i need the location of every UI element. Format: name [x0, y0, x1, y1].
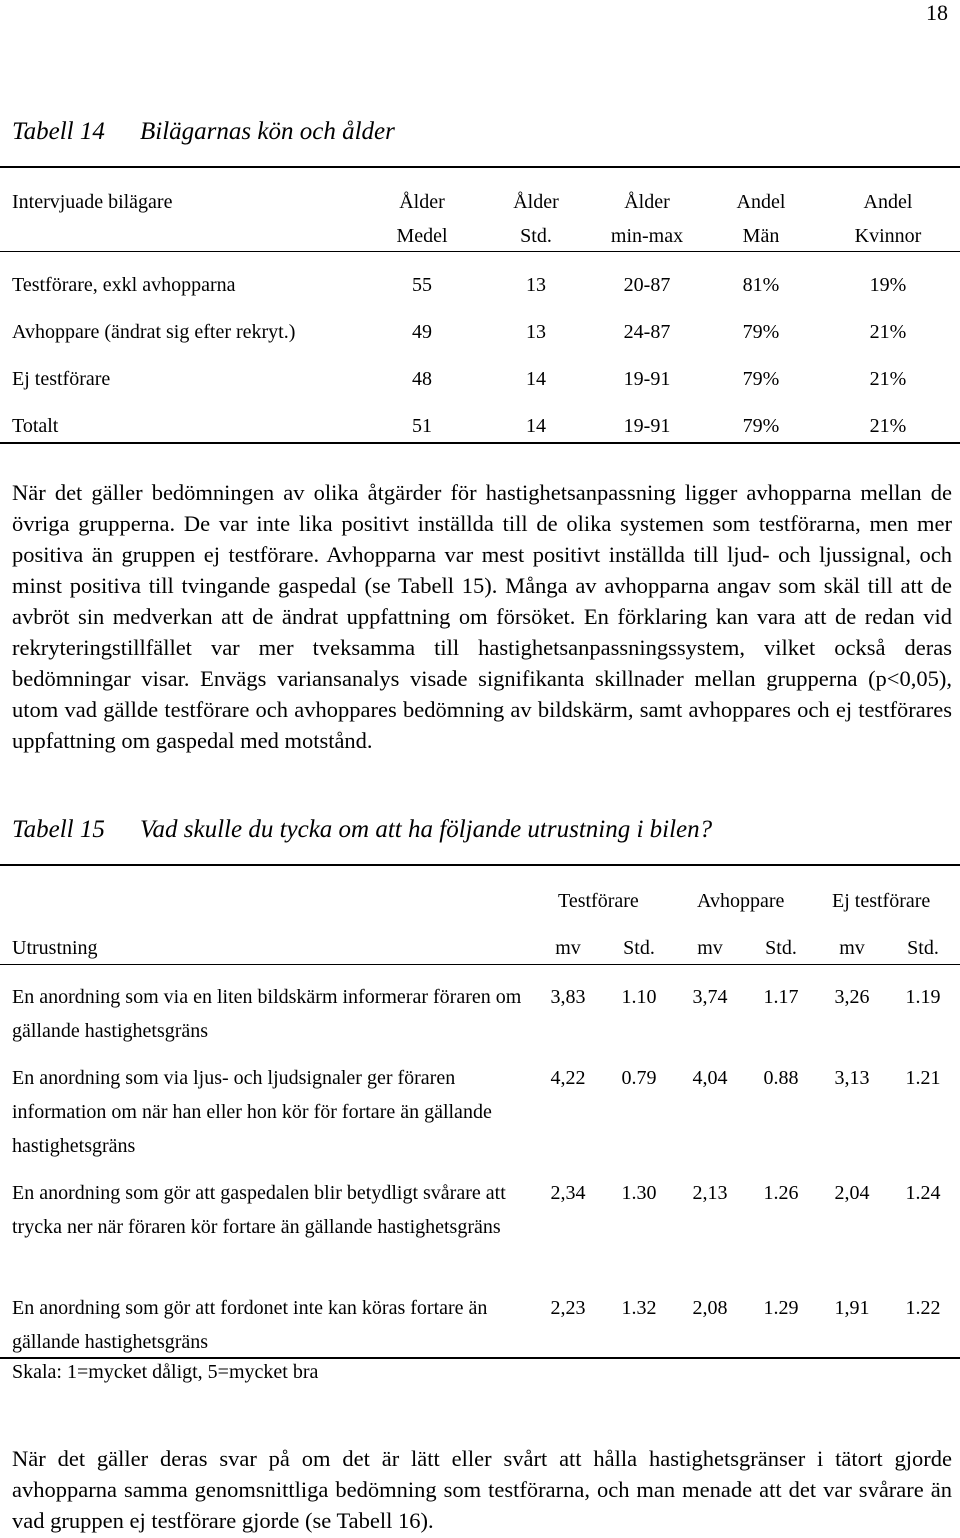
- table15-caption-label: Tabell 15: [12, 816, 105, 843]
- table15-group-testforare: Testförare: [558, 890, 639, 912]
- table15-subheader-col: mv: [839, 937, 865, 959]
- table15-cell: 2,13: [692, 1182, 728, 1204]
- table15-group-avhoppare: Avhoppare: [697, 890, 785, 912]
- table14-cell: 19-91: [623, 368, 671, 390]
- table14-col1-bottom: Medel: [396, 225, 448, 247]
- table15-cell: 2,34: [550, 1182, 586, 1204]
- table14-bottom-rule: [0, 442, 960, 444]
- table15-cell: 1.17: [763, 986, 799, 1008]
- table14-row-label: Avhoppare (ändrat sig efter rekryt.): [12, 321, 296, 343]
- table15-cell: 0.88: [763, 1067, 799, 1089]
- table14-col4-bottom: Män: [742, 225, 780, 247]
- table14-header-label: Intervjuade bilägare: [12, 191, 173, 213]
- table14-cell: 21%: [869, 368, 907, 390]
- table15-cell: 1.30: [621, 1182, 657, 1204]
- table15-cell: 2,23: [550, 1297, 586, 1319]
- table15-cell: 4,22: [550, 1067, 586, 1089]
- body-paragraph-2: [12, 1443, 952, 1536]
- table15-subheader-col: mv: [697, 937, 723, 959]
- body-paragraph-1: [12, 477, 952, 756]
- table14-col4-top: Andel: [736, 191, 786, 213]
- table15-cell: 1.26: [763, 1182, 799, 1204]
- table14-cell: 21%: [869, 415, 907, 437]
- table15-cell: 1,91: [834, 1297, 870, 1319]
- table14-cell: 79%: [742, 368, 780, 390]
- table15-cell: 1.21: [905, 1067, 941, 1089]
- table15-note: Skala: 1=mycket dåligt, 5=mycket bra: [12, 1361, 319, 1383]
- table14-cell: 21%: [869, 321, 907, 343]
- table14-cell: 79%: [742, 321, 780, 343]
- table14-cell: 49: [412, 321, 432, 343]
- table15-caption-title: Vad skulle du tycka om att ha följande utrustning i bilen?: [140, 816, 713, 843]
- table15-cell: 1.19: [905, 986, 941, 1008]
- body-paragraph-2-text: När det gäller deras svar på om det är lätt eller svårt att hålla hastighetsgränser i tätort gjorde avhopparna samma genomsnittliga bedömning som testförarna, och man menade att det var svårare än vad gruppen ej testförare gjorde (se Tabell 16).: [12, 1446, 952, 1533]
- table14-cell: 13: [526, 274, 546, 296]
- table15-cell: 3,26: [834, 986, 870, 1008]
- table14-header-rule: [0, 251, 960, 252]
- table15-cell: 4,04: [692, 1067, 728, 1089]
- table15-subheader-col: Std.: [623, 937, 655, 959]
- table14-col1-top: Ålder: [399, 191, 445, 213]
- table14-row-label: Ej testförare: [12, 368, 111, 390]
- table14-col5-bottom: Kvinnor: [854, 225, 922, 247]
- table14-cell: 20-87: [623, 274, 671, 296]
- body-paragraph-1-text: När det gäller bedömningen av olika åtgärder för hastighetsanpassning ligger avhopparna mellan de övriga grupperna. De var inte lika positivt inställda till de olika systemen som testförarna, men mer positiva än gruppen ej testförare. Avhopparna var mest positivt inställda till ljud- och ljussignal, och minst positiva till tvingande gaspedal (se Tabell 15). Många av avhopparna angav som skäl till att de avbröt sin medverkan att de ändrat uppfattning om försöket. En förklaring kan vara att de redan vid rekryteringstillfället var mer tveksamma till hastighetsanpassningssystem, vilket också deras bedömningar visar. Envägs variansanalys visade signifikanta skillnader mellan grupperna (p<0,05), utom vad gällde testförare och avhoppares bedömning av bildskärm, samt avhoppares och ej testförares uppfattning om gaspedal med motstånd.: [12, 480, 952, 753]
- table15-caption: [12, 816, 712, 844]
- table14-cell: 13: [526, 321, 546, 343]
- table15-group-ej-testforare: Ej testförare: [832, 890, 931, 912]
- table15-cell: 3,74: [692, 986, 728, 1008]
- table15-cell: 0.79: [621, 1067, 657, 1089]
- table14-cell: 14: [526, 415, 546, 437]
- table15-cell: 1.22: [905, 1297, 941, 1319]
- table15-cell: 1.24: [905, 1182, 941, 1204]
- table14-col3-top: Ålder: [624, 191, 670, 213]
- table14-cell: 24-87: [623, 321, 671, 343]
- table14-col2-bottom: Std.: [520, 225, 552, 247]
- table14-row-label: Testförare, exkl avhopparna: [12, 274, 236, 296]
- table14-cell: 19-91: [623, 415, 671, 437]
- table14-caption-title: Bilägarnas kön och ålder: [140, 118, 395, 145]
- table15-subheader-col: Std.: [907, 937, 939, 959]
- table15-subheader-col: Std.: [765, 937, 797, 959]
- table15-cell: 1.29: [763, 1297, 799, 1319]
- table15-row-label: En anordning som via ljus- och ljudsignaler ger föraren information om när han eller hon kör för fortare än gällande hastighetsgräns: [12, 1067, 492, 1157]
- table14-cell: 14: [526, 368, 546, 390]
- table15-row-label: En anordning som gör att gaspedalen blir betydligt svårare att trycka ner när föraren kör fortare än gällande hastighetsgräns: [12, 1182, 506, 1238]
- table14-cell: 81%: [742, 274, 780, 296]
- table14-cell: 55: [412, 274, 432, 296]
- table15-row-label: En anordning som gör att fordonet inte kan köras fortare än gällande hastighetsgräns: [12, 1297, 488, 1353]
- table14-col3-bottom: min-max: [610, 225, 684, 247]
- table14-cell: 79%: [742, 415, 780, 437]
- table15-cell: 3,83: [550, 986, 586, 1008]
- table15-subheader-label: Utrustning: [12, 937, 98, 959]
- table15-cell: 3,13: [834, 1067, 870, 1089]
- table15-row-label: En anordning som via en liten bildskärm informerar föraren om gällande hastighetsgräns: [12, 986, 522, 1042]
- table15-cell: 2,08: [692, 1297, 728, 1319]
- table14-cell: 48: [412, 368, 432, 390]
- table14-caption: [12, 118, 395, 146]
- table14-row-label: Totalt: [12, 415, 59, 437]
- table15-cell: 1.10: [621, 986, 657, 1008]
- table15-top-rule: [0, 864, 960, 866]
- table14-caption-label: Tabell 14: [12, 118, 105, 145]
- table15-header-rule: [0, 964, 960, 965]
- table15-subheader-col: mv: [555, 937, 581, 959]
- table14-cell: 51: [412, 415, 432, 437]
- page-number: 18: [926, 0, 948, 25]
- table14-top-rule: [0, 166, 960, 168]
- table15-cell: 2,04: [834, 1182, 870, 1204]
- table14-col2-top: Ålder: [513, 191, 559, 213]
- table15-cell: 1.32: [621, 1297, 657, 1319]
- table14-col5-top: Andel: [863, 191, 913, 213]
- table14-cell: 19%: [869, 274, 907, 296]
